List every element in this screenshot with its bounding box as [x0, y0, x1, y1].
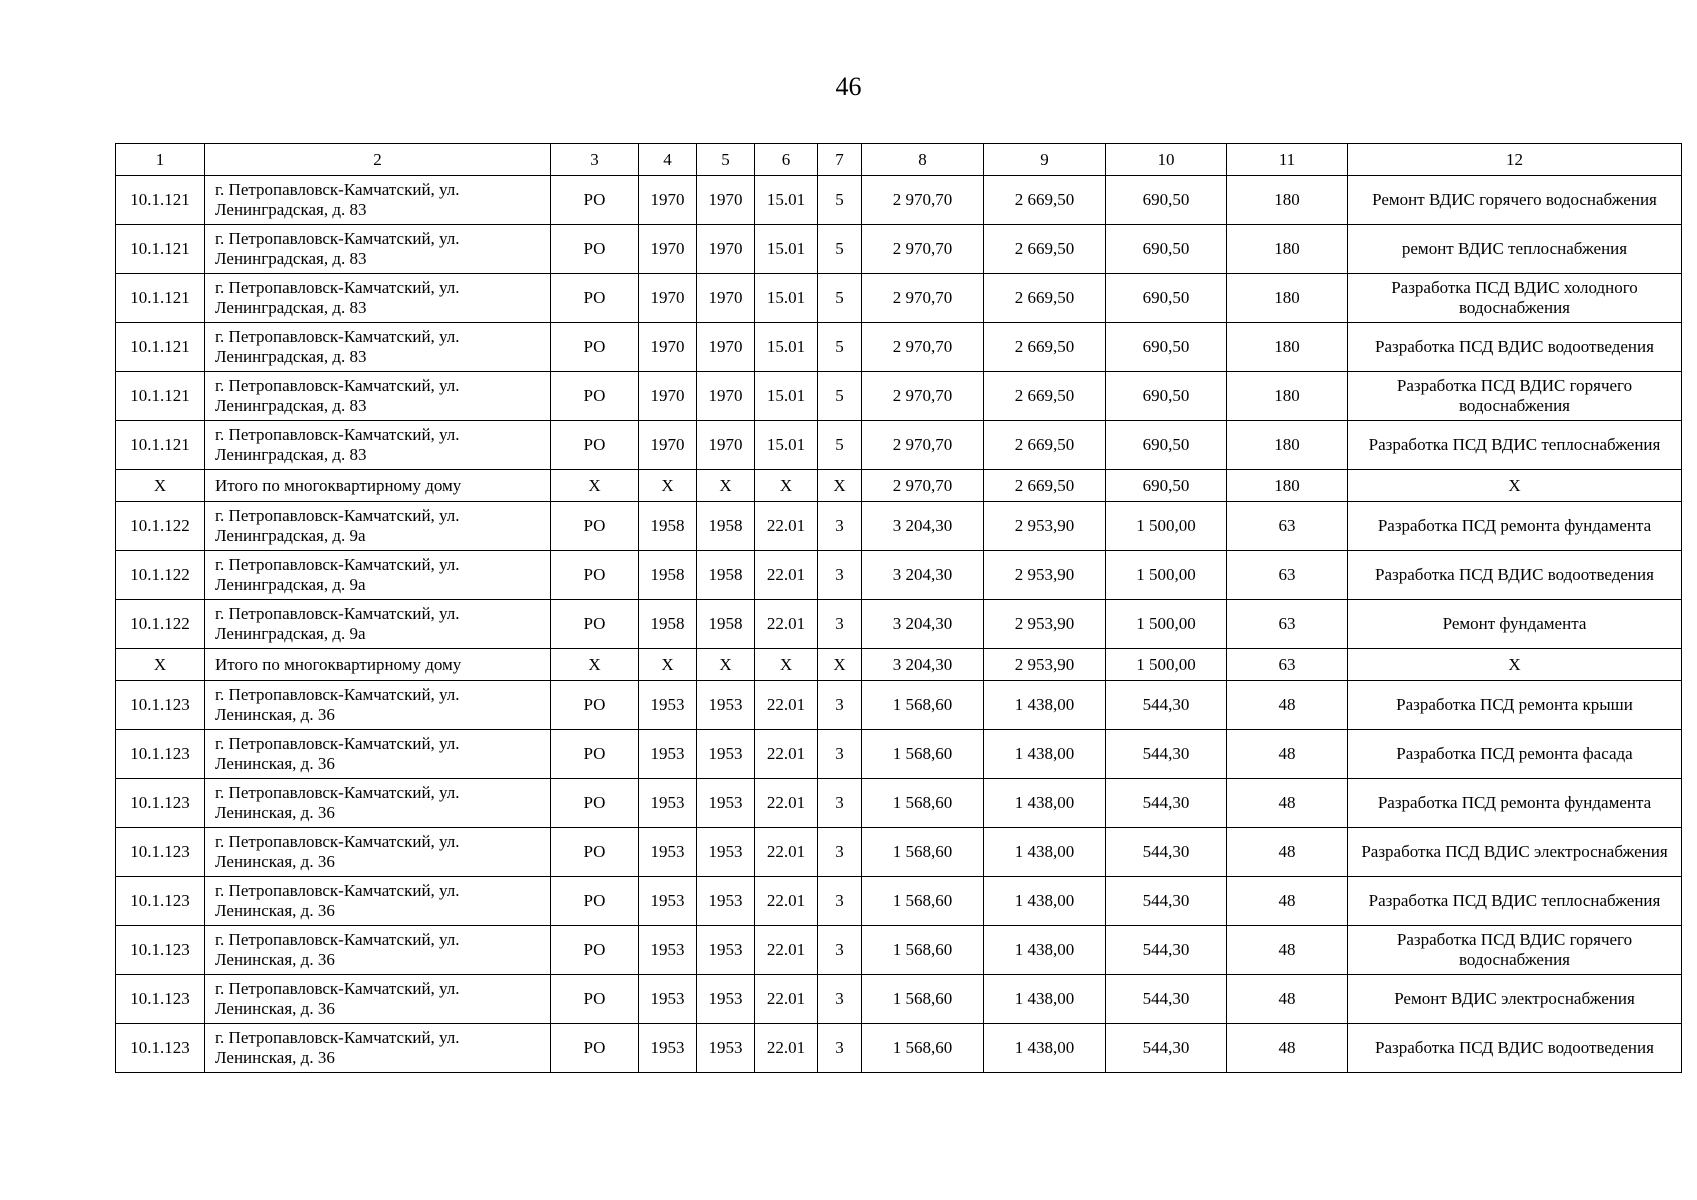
floors-cell: 5 [818, 372, 862, 421]
table-row [116, 828, 1682, 877]
work-type-cell: Разработка ПСД ВДИС электроснабжения [1348, 828, 1682, 877]
item-number-cell: 10.1.123 [116, 975, 205, 1024]
wall-material-cell: 22.01 [755, 730, 818, 779]
total-area-cell: 3 204,30 [862, 649, 984, 681]
address-cell: Итого по многоквартирному дому [205, 470, 551, 502]
work-type-cell: Разработка ПСД ВДИС водоотведения [1348, 551, 1682, 600]
table-row [116, 372, 1682, 421]
address-line-1: г. Петропавловск-Камчатский, ул. [215, 555, 460, 574]
manager-cell: РО [551, 681, 639, 730]
residents-cell: 48 [1227, 681, 1348, 730]
residents-cell: 48 [1227, 730, 1348, 779]
build-year-cell: 1953 [639, 730, 697, 779]
address-cell [205, 730, 551, 779]
non-residential-area-cell: 690,50 [1106, 470, 1227, 502]
manager-cell: РО [551, 877, 639, 926]
column-header: 3 [551, 144, 639, 176]
item-number-cell: 10.1.123 [116, 926, 205, 975]
work-type-cell: X [1348, 649, 1682, 681]
commission-year-cell: 1970 [697, 225, 755, 274]
build-year-cell: 1958 [639, 600, 697, 649]
address-line-2: Ленинская, д. 36 [215, 1048, 335, 1067]
manager-cell: РО [551, 1024, 639, 1073]
item-number-cell: 10.1.121 [116, 176, 205, 225]
build-year-cell: 1970 [639, 421, 697, 470]
floors-cell: 3 [818, 1024, 862, 1073]
table-row [116, 877, 1682, 926]
non-residential-area-cell: 690,50 [1106, 274, 1227, 323]
floors-cell: 5 [818, 421, 862, 470]
total-area-cell: 1 568,60 [862, 926, 984, 975]
commission-year-cell: 1953 [697, 828, 755, 877]
residents-cell: 180 [1227, 470, 1348, 502]
item-number-cell: 10.1.123 [116, 779, 205, 828]
table-body [116, 176, 1682, 1073]
residential-area-cell: 2 953,90 [984, 502, 1106, 551]
item-number-cell: 10.1.121 [116, 421, 205, 470]
floors-cell: X [818, 470, 862, 502]
build-year-cell: 1970 [639, 176, 697, 225]
floors-cell: 3 [818, 877, 862, 926]
address-line-2: Ленинская, д. 36 [215, 803, 335, 822]
address-line-1: г. Петропавловск-Камчатский, ул. [215, 278, 460, 297]
residential-area-cell: 2 953,90 [984, 551, 1106, 600]
build-year-cell: X [639, 470, 697, 502]
commission-year-cell: 1970 [697, 274, 755, 323]
table-row [116, 975, 1682, 1024]
manager-cell: РО [551, 600, 639, 649]
work-type-cell: Разработка ПСД ВДИС горячего водоснабжения [1348, 372, 1682, 421]
manager-cell: РО [551, 828, 639, 877]
work-type-cell: ремонт ВДИС теплоснабжения [1348, 225, 1682, 274]
total-area-cell: 3 204,30 [862, 502, 984, 551]
wall-material-cell: X [755, 649, 818, 681]
table-row [116, 502, 1682, 551]
item-number-cell: 10.1.122 [116, 600, 205, 649]
floors-cell: X [818, 649, 862, 681]
column-header: 10 [1106, 144, 1227, 176]
non-residential-area-cell: 544,30 [1106, 975, 1227, 1024]
build-year-cell: 1953 [639, 975, 697, 1024]
manager-cell: РО [551, 323, 639, 372]
table-row [116, 176, 1682, 225]
non-residential-area-cell: 544,30 [1106, 730, 1227, 779]
floors-cell: 5 [818, 225, 862, 274]
manager-cell: X [551, 649, 639, 681]
residential-area-cell: 1 438,00 [984, 730, 1106, 779]
residents-cell: 48 [1227, 877, 1348, 926]
residents-cell: 48 [1227, 1024, 1348, 1073]
commission-year-cell: 1953 [697, 926, 755, 975]
work-type-cell: Разработка ПСД ВДИС теплоснабжения [1348, 421, 1682, 470]
commission-year-cell: 1970 [697, 176, 755, 225]
residential-area-cell: 2 669,50 [984, 372, 1106, 421]
total-area-cell: 1 568,60 [862, 877, 984, 926]
item-number-cell: 10.1.122 [116, 502, 205, 551]
column-header: 7 [818, 144, 862, 176]
commission-year-cell: X [697, 470, 755, 502]
manager-cell: РО [551, 502, 639, 551]
non-residential-area-cell: 690,50 [1106, 225, 1227, 274]
address-cell [205, 274, 551, 323]
commission-year-cell: 1953 [697, 877, 755, 926]
item-number-cell: 10.1.123 [116, 681, 205, 730]
table-row [116, 730, 1682, 779]
wall-material-cell: 22.01 [755, 975, 818, 1024]
residents-cell: 63 [1227, 502, 1348, 551]
build-year-cell: 1953 [639, 1024, 697, 1073]
manager-cell: РО [551, 975, 639, 1024]
address-line-1: г. Петропавловск-Камчатский, ул. [215, 425, 460, 444]
commission-year-cell: 1970 [697, 421, 755, 470]
address-cell [205, 225, 551, 274]
non-residential-area-cell: 544,30 [1106, 1024, 1227, 1073]
address-line-1: г. Петропавловск-Камчатский, ул. [215, 180, 460, 199]
residents-cell: 48 [1227, 828, 1348, 877]
address-cell: Итого по многоквартирному дому [205, 649, 551, 681]
address-line-2: Ленинградская, д. 9а [215, 624, 366, 643]
wall-material-cell: 22.01 [755, 779, 818, 828]
residential-area-cell: 1 438,00 [984, 1024, 1106, 1073]
commission-year-cell: 1953 [697, 975, 755, 1024]
commission-year-cell: 1958 [697, 551, 755, 600]
manager-cell: РО [551, 274, 639, 323]
commission-year-cell: 1953 [697, 681, 755, 730]
wall-material-cell: 22.01 [755, 1024, 818, 1073]
commission-year-cell: X [697, 649, 755, 681]
non-residential-area-cell: 690,50 [1106, 421, 1227, 470]
address-line-1: г. Петропавловск-Камчатский, ул. [215, 734, 460, 753]
wall-material-cell: 15.01 [755, 274, 818, 323]
address-line-2: Ленинская, д. 36 [215, 754, 335, 773]
residential-area-cell: 2 669,50 [984, 421, 1106, 470]
floors-cell: 3 [818, 600, 862, 649]
address-cell [205, 681, 551, 730]
wall-material-cell: 22.01 [755, 502, 818, 551]
non-residential-area-cell: 690,50 [1106, 372, 1227, 421]
residential-area-cell: 2 953,90 [984, 600, 1106, 649]
floors-cell: 3 [818, 779, 862, 828]
total-row [116, 470, 1682, 502]
wall-material-cell: 22.01 [755, 926, 818, 975]
address-cell [205, 877, 551, 926]
residential-area-cell: 1 438,00 [984, 681, 1106, 730]
wall-material-cell: 15.01 [755, 323, 818, 372]
residential-area-cell: 2 669,50 [984, 323, 1106, 372]
address-line-1: г. Петропавловск-Камчатский, ул. [215, 930, 460, 949]
address-line-2: Ленинградская, д. 83 [215, 445, 367, 464]
work-type-cell: Разработка ПСД ремонта фундамента [1348, 779, 1682, 828]
commission-year-cell: 1953 [697, 779, 755, 828]
table-row [116, 323, 1682, 372]
item-number-cell: 10.1.121 [116, 225, 205, 274]
address-cell [205, 551, 551, 600]
commission-year-cell: 1953 [697, 1024, 755, 1073]
residential-area-cell: 2 669,50 [984, 225, 1106, 274]
build-year-cell: 1953 [639, 926, 697, 975]
address-line-2: Ленинградская, д. 83 [215, 200, 367, 219]
address-cell [205, 502, 551, 551]
floors-cell: 3 [818, 975, 862, 1024]
residents-cell: 180 [1227, 421, 1348, 470]
floors-cell: 5 [818, 323, 862, 372]
item-number-cell: X [116, 649, 205, 681]
column-header: 11 [1227, 144, 1348, 176]
residents-cell: 48 [1227, 975, 1348, 1024]
address-cell [205, 975, 551, 1024]
column-header: 5 [697, 144, 755, 176]
floors-cell: 3 [818, 730, 862, 779]
build-year-cell: 1970 [639, 372, 697, 421]
work-type-cell: X [1348, 470, 1682, 502]
address-cell [205, 1024, 551, 1073]
build-year-cell: 1953 [639, 779, 697, 828]
total-area-cell: 2 970,70 [862, 274, 984, 323]
wall-material-cell: 22.01 [755, 681, 818, 730]
address-line-1: г. Петропавловск-Камчатский, ул. [215, 604, 460, 623]
residents-cell: 63 [1227, 649, 1348, 681]
manager-cell: РО [551, 730, 639, 779]
non-residential-area-cell: 544,30 [1106, 828, 1227, 877]
work-type-cell: Разработка ПСД ВДИС горячего водоснабжения [1348, 926, 1682, 975]
floors-cell: 5 [818, 176, 862, 225]
address-line-1: г. Петропавловск-Камчатский, ул. [215, 783, 460, 802]
column-header: 9 [984, 144, 1106, 176]
wall-material-cell: 15.01 [755, 176, 818, 225]
non-residential-area-cell: 1 500,00 [1106, 600, 1227, 649]
address-cell [205, 828, 551, 877]
table-row [116, 681, 1682, 730]
residents-cell: 180 [1227, 176, 1348, 225]
address-cell [205, 600, 551, 649]
table-row [116, 1024, 1682, 1073]
floors-cell: 3 [818, 681, 862, 730]
address-line-1: г. Петропавловск-Камчатский, ул. [215, 327, 460, 346]
address-cell [205, 176, 551, 225]
table-row [116, 225, 1682, 274]
work-type-cell: Ремонт фундамента [1348, 600, 1682, 649]
address-line-1: г. Петропавловск-Камчатский, ул. [215, 979, 460, 998]
build-year-cell: 1953 [639, 828, 697, 877]
address-line-1: г. Петропавловск-Камчатский, ул. [215, 229, 460, 248]
item-number-cell: 10.1.123 [116, 828, 205, 877]
table-row [116, 779, 1682, 828]
manager-cell: X [551, 470, 639, 502]
item-number-cell: 10.1.122 [116, 551, 205, 600]
address-line-1: г. Петропавловск-Камчатский, ул. [215, 506, 460, 525]
build-year-cell: X [639, 649, 697, 681]
residential-area-cell: 1 438,00 [984, 828, 1106, 877]
work-type-cell: Ремонт ВДИС горячего водоснабжения [1348, 176, 1682, 225]
residential-area-cell: 2 669,50 [984, 470, 1106, 502]
non-residential-area-cell: 690,50 [1106, 176, 1227, 225]
item-number-cell: 10.1.123 [116, 730, 205, 779]
wall-material-cell: 15.01 [755, 421, 818, 470]
residential-area-cell: 2 669,50 [984, 274, 1106, 323]
wall-material-cell: 22.01 [755, 877, 818, 926]
build-year-cell: 1953 [639, 681, 697, 730]
address-line-2: Ленинградская, д. 83 [215, 396, 367, 415]
floors-cell: 3 [818, 926, 862, 975]
total-area-cell: 1 568,60 [862, 730, 984, 779]
work-type-cell: Разработка ПСД ВДИС водоотведения [1348, 323, 1682, 372]
non-residential-area-cell: 1 500,00 [1106, 649, 1227, 681]
commission-year-cell: 1970 [697, 372, 755, 421]
build-year-cell: 1970 [639, 274, 697, 323]
address-line-1: г. Петропавловск-Камчатский, ул. [215, 881, 460, 900]
work-type-cell: Разработка ПСД ВДИС теплоснабжения [1348, 877, 1682, 926]
build-year-cell: 1970 [639, 323, 697, 372]
non-residential-area-cell: 544,30 [1106, 779, 1227, 828]
column-header: 8 [862, 144, 984, 176]
address-cell [205, 779, 551, 828]
total-area-cell: 3 204,30 [862, 551, 984, 600]
wall-material-cell: 22.01 [755, 551, 818, 600]
total-area-cell: 2 970,70 [862, 323, 984, 372]
address-line-2: Ленинградская, д. 83 [215, 298, 367, 317]
non-residential-area-cell: 544,30 [1106, 926, 1227, 975]
table-row [116, 274, 1682, 323]
residents-cell: 180 [1227, 323, 1348, 372]
wall-material-cell: 22.01 [755, 600, 818, 649]
non-residential-area-cell: 690,50 [1106, 323, 1227, 372]
work-type-cell: Разработка ПСД ВДИС холодного водоснабжения [1348, 274, 1682, 323]
residential-area-cell: 1 438,00 [984, 877, 1106, 926]
address-cell [205, 323, 551, 372]
table-row [116, 600, 1682, 649]
work-type-cell: Разработка ПСД ремонта крыши [1348, 681, 1682, 730]
column-header: 1 [116, 144, 205, 176]
total-area-cell: 3 204,30 [862, 600, 984, 649]
non-residential-area-cell: 1 500,00 [1106, 551, 1227, 600]
residential-area-cell: 2 953,90 [984, 649, 1106, 681]
item-number-cell: 10.1.123 [116, 877, 205, 926]
address-line-2: Ленинградская, д. 9а [215, 575, 366, 594]
commission-year-cell: 1958 [697, 502, 755, 551]
total-area-cell: 2 970,70 [862, 372, 984, 421]
manager-cell: РО [551, 225, 639, 274]
commission-year-cell: 1970 [697, 323, 755, 372]
page-number: 46 [835, 72, 862, 101]
build-year-cell: 1958 [639, 502, 697, 551]
table-row [116, 551, 1682, 600]
work-type-cell: Разработка ПСД ремонта фасада [1348, 730, 1682, 779]
residents-cell: 180 [1227, 274, 1348, 323]
floors-cell: 3 [818, 502, 862, 551]
non-residential-area-cell: 544,30 [1106, 681, 1227, 730]
build-year-cell: 1958 [639, 551, 697, 600]
manager-cell: РО [551, 176, 639, 225]
total-area-cell: 2 970,70 [862, 470, 984, 502]
column-header: 2 [205, 144, 551, 176]
address-line-2: Ленинградская, д. 83 [215, 347, 367, 366]
floors-cell: 3 [818, 551, 862, 600]
item-number-cell: 10.1.121 [116, 372, 205, 421]
address-line-2: Ленинская, д. 36 [215, 852, 335, 871]
residents-cell: 180 [1227, 225, 1348, 274]
address-line-2: Ленинская, д. 36 [215, 999, 335, 1018]
column-number-header-row [116, 144, 1682, 176]
commission-year-cell: 1958 [697, 600, 755, 649]
column-header: 4 [639, 144, 697, 176]
total-area-cell: 1 568,60 [862, 1024, 984, 1073]
wall-material-cell: 15.01 [755, 372, 818, 421]
wall-material-cell: 22.01 [755, 828, 818, 877]
non-residential-area-cell: 1 500,00 [1106, 502, 1227, 551]
item-number-cell: 10.1.123 [116, 1024, 205, 1073]
address-line-2: Ленинская, д. 36 [215, 901, 335, 920]
wall-material-cell: 15.01 [755, 225, 818, 274]
item-number-cell: 10.1.121 [116, 274, 205, 323]
residential-area-cell: 1 438,00 [984, 926, 1106, 975]
commission-year-cell: 1953 [697, 730, 755, 779]
wall-material-cell: X [755, 470, 818, 502]
address-cell [205, 421, 551, 470]
item-number-cell: X [116, 470, 205, 502]
address-line-1: г. Петропавловск-Камчатский, ул. [215, 376, 460, 395]
address-line-1: г. Петропавловск-Камчатский, ул. [215, 832, 460, 851]
residents-cell: 63 [1227, 551, 1348, 600]
work-type-cell: Разработка ПСД ВДИС водоотведения [1348, 1024, 1682, 1073]
floors-cell: 5 [818, 274, 862, 323]
address-cell [205, 926, 551, 975]
total-area-cell: 1 568,60 [862, 975, 984, 1024]
manager-cell: РО [551, 421, 639, 470]
item-number-cell: 10.1.121 [116, 323, 205, 372]
total-area-cell: 1 568,60 [862, 779, 984, 828]
total-area-cell: 2 970,70 [862, 225, 984, 274]
total-area-cell: 2 970,70 [862, 176, 984, 225]
manager-cell: РО [551, 779, 639, 828]
total-area-cell: 1 568,60 [862, 828, 984, 877]
floors-cell: 3 [818, 828, 862, 877]
repair-register-table [115, 143, 1682, 1073]
address-line-2: Ленинская, д. 36 [215, 705, 335, 724]
manager-cell: РО [551, 372, 639, 421]
manager-cell: РО [551, 926, 639, 975]
table-row [116, 421, 1682, 470]
work-type-cell: Ремонт ВДИС электроснабжения [1348, 975, 1682, 1024]
work-type-cell: Разработка ПСД ремонта фундамента [1348, 502, 1682, 551]
residential-area-cell: 2 669,50 [984, 176, 1106, 225]
build-year-cell: 1970 [639, 225, 697, 274]
address-cell [205, 372, 551, 421]
residents-cell: 48 [1227, 779, 1348, 828]
address-line-2: Ленинградская, д. 83 [215, 249, 367, 268]
residents-cell: 48 [1227, 926, 1348, 975]
address-line-1: г. Петропавловск-Камчатский, ул. [215, 1028, 460, 1047]
total-area-cell: 2 970,70 [862, 421, 984, 470]
manager-cell: РО [551, 551, 639, 600]
residents-cell: 63 [1227, 600, 1348, 649]
residential-area-cell: 1 438,00 [984, 975, 1106, 1024]
table-row [116, 926, 1682, 975]
address-line-2: Ленинская, д. 36 [215, 950, 335, 969]
address-line-2: Ленинградская, д. 9а [215, 526, 366, 545]
total-area-cell: 1 568,60 [862, 681, 984, 730]
total-row [116, 649, 1682, 681]
column-header: 6 [755, 144, 818, 176]
column-header: 12 [1348, 144, 1682, 176]
residents-cell: 180 [1227, 372, 1348, 421]
address-line-1: г. Петропавловск-Камчатский, ул. [215, 685, 460, 704]
non-residential-area-cell: 544,30 [1106, 877, 1227, 926]
build-year-cell: 1953 [639, 877, 697, 926]
residential-area-cell: 1 438,00 [984, 779, 1106, 828]
